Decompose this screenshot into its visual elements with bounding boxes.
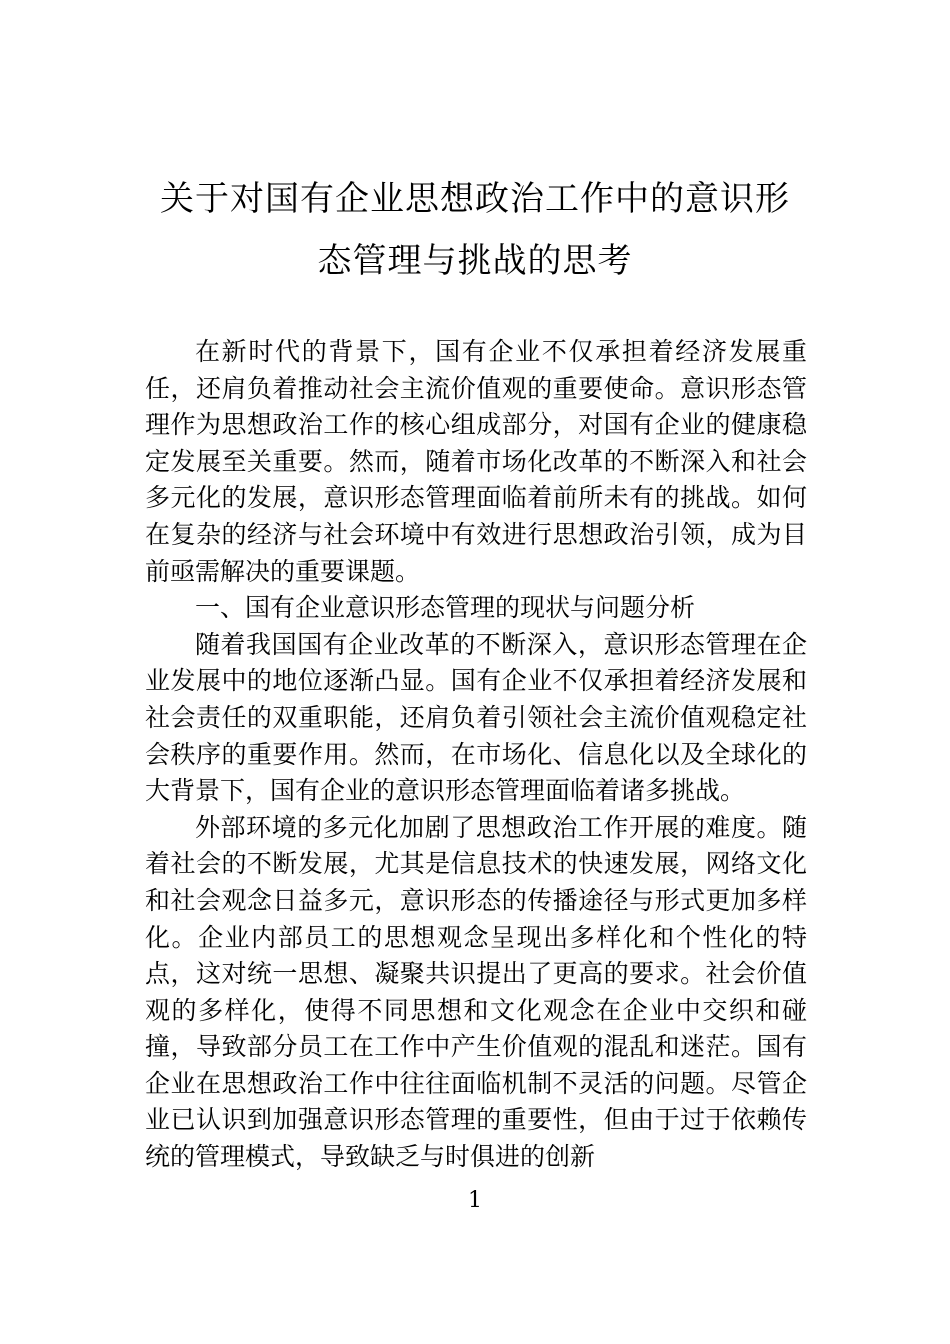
paragraph-environment: 外部环境的多元化加剧了思想政治工作开展的难度。随着社会的不断发展，尤其是信息技术的快速发展，网络文化和社会观念日益多元，意识形态的传播途径与形式更加多样化。企业内部员工的思想观念呈现出多样化和个性化的特点，这对统一思想、凝聚共识提出了更高的要求。社会价值观的多样化，使得不同思想和文化观念在企业中交织和碰撞，导致部分员工在工作中产生价值观的混乱和迷茫。国有企业在思想政治工作中往往面临机制不灵活的问题。尽管企业已认识到加强意识形态管理的重要性，但由于过于依赖传统的管理模式，导致缺乏与时俱进的创新 xyxy=(145,812,807,1172)
document-body xyxy=(145,334,807,1176)
title-line-1: 关于对国有企业思想政治工作中的意识形 xyxy=(160,179,790,219)
paragraph-status: 随着我国国有企业改革的不断深入，意识形态管理在企业发展中的地位逐渐凸显。国有企业不仅承担着经济发展和社会责任的双重职能，还肩负着引领社会主流价值观稳定社会秩序的重要作用。然而，在市场化、信息化以及全球化的大背景下，国有企业的意识形态管理面临着诸多挑战。 xyxy=(145,629,807,806)
page-number: 1 xyxy=(468,1188,482,1213)
section-heading-1: 一、国有企业意识形态管理的现状与问题分析 xyxy=(195,593,696,623)
title-line-2: 态管理与挑战的思考 xyxy=(317,241,633,281)
paragraph-intro: 在新时代的背景下，国有企业不仅承担着经济发展重任，还肩负着推动社会主流价值观的重要使命。意识形态管理作为思想政治工作的核心组成部分，对国有企业的健康稳定发展至关重要。然而，随着市场化改革的不断深入和社会多元化的发展，意识形态管理面临着前所未有的挑战。如何在复杂的经济与社会环境中有效进行思想政治引领，成为目前亟需解决的重要课题。 xyxy=(145,337,807,586)
document-title xyxy=(140,168,810,292)
